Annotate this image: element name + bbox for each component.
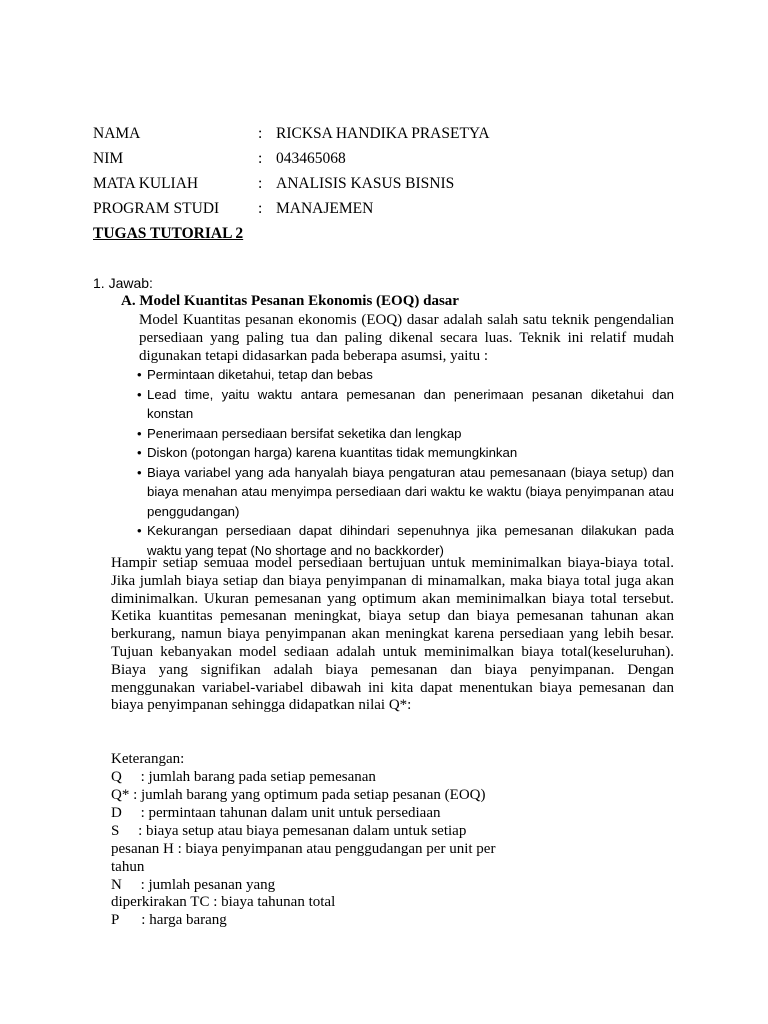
list-item-text: • Penerimaan persediaan bersifat seketika dan lengkap: [147, 425, 462, 441]
list-item: [137, 443, 674, 463]
assumption-list: [137, 365, 674, 560]
list-item: [137, 385, 674, 424]
keterangan-line: diperkirakan TC : biaya tahunan total: [111, 894, 336, 910]
header-colon: :: [258, 150, 263, 167]
body-paragraph: Hampir setiap semuaa model persediaan bertujuan untuk meminimalkan biaya-biaya total. Jika jumlah biaya setiap dan biaya penyimpanan di minamalkan, maka biaya total juga akan diminimalkan. Ukuran pemesanan yang optimum akan meminimalkan biaya total tersebut. Ketika kuantitas pemesanan meningkat, biaya setup dan biaya pemesanan tahunan akan berkurang, namun biaya penyimpanan akan meningkat karena persediaan yang lebih besar. Tujuan kebanyakan model sediaan adalah untuk meminimalkan biaya total(keseluruhan). Biaya yang signifikan adalah biaya pemesanan dan biaya penyimpanan. Dengan menggunakan variabel-variabel dibawah ini kita dapat menentukan biaya pemesanan dan biaya penyimpanan sehingga didapatkan nilai Q*:: [111, 555, 674, 714]
header-label: NIM: [93, 150, 124, 167]
keterangan-line: tahun: [111, 859, 145, 875]
keterangan-line: pesanan H : biaya penyimpanan atau penggudangan per unit per: [111, 841, 496, 857]
header-value: RICKSA HANDIKA PRASETYA: [276, 125, 490, 142]
keterangan-heading: Keterangan:: [111, 751, 185, 767]
list-item-text: • Permintaan diketahui, tetap dan bebas: [147, 367, 373, 382]
header-colon: :: [258, 125, 263, 142]
keterangan-line: Q : jumlah barang pada setiap pemesanan: [111, 769, 376, 785]
header-label: MATA KULIAH: [93, 175, 199, 192]
list-item-text: • Lead time, yaitu waktu antara pemesanan dan penerimaan pesanan diketahui dan konstan: [147, 386, 674, 421]
document-title: TUGAS TUTORIAL 2: [93, 225, 244, 242]
header-value: ANALISIS KASUS BISNIS: [276, 175, 455, 192]
intro-paragraph: Model Kuantitas pesanan ekonomis (EOQ) dasar adalah salah satu teknik pengendalian persediaan yang paling tua dan paling dikenal secara luas. Teknik ini relatif mudah digunakan tetapi didasarkan pada beberapa asumsi, yaitu :: [139, 312, 674, 364]
answer-number: 1. Jawab:: [93, 275, 153, 291]
list-item-text: • Kekurangan persediaan dapat dihindari sepenuhnya jika pemesanan dilakukan pada waktu yang tepat (No shortage and no backkorder): [147, 523, 674, 558]
header-value: MANAJEMEN: [276, 200, 374, 217]
section-subheading: A. Model Kuantitas Pesanan Ekonomis (EOQ) dasar: [121, 293, 459, 309]
keterangan-line: N : jumlah pesanan yang: [111, 877, 276, 893]
list-item: [137, 365, 674, 385]
keterangan-line: S : biaya setup atau biaya pemesanan dalam untuk setiap: [111, 823, 467, 839]
header-colon: :: [258, 175, 263, 192]
list-item: [137, 463, 674, 522]
list-item-text: • Biaya variabel yang ada hanyalah biaya pengaturan atau pemesanaan (biaya setup) dan biaya menahan atau menyimpa persediaan dari waktu ke waktu (biaya penyimpanan atau penggudangan): [147, 464, 674, 519]
header-value: 043465068: [276, 150, 346, 167]
header-colon: :: [258, 200, 263, 217]
header-label: PROGRAM STUDI: [93, 200, 220, 217]
list-item: [137, 424, 674, 444]
header-label: NAMA: [93, 125, 141, 142]
keterangan-line: P : harga barang: [111, 912, 227, 928]
keterangan-line: D : permintaan tahunan dalam unit untuk persediaan: [111, 805, 441, 821]
list-item-text: • Diskon (potongan harga) karena kuantitas tidak memungkinkan: [147, 445, 518, 460]
keterangan-line: Q* : jumlah barang yang optimum pada setiap pesanan (EOQ): [111, 787, 486, 803]
